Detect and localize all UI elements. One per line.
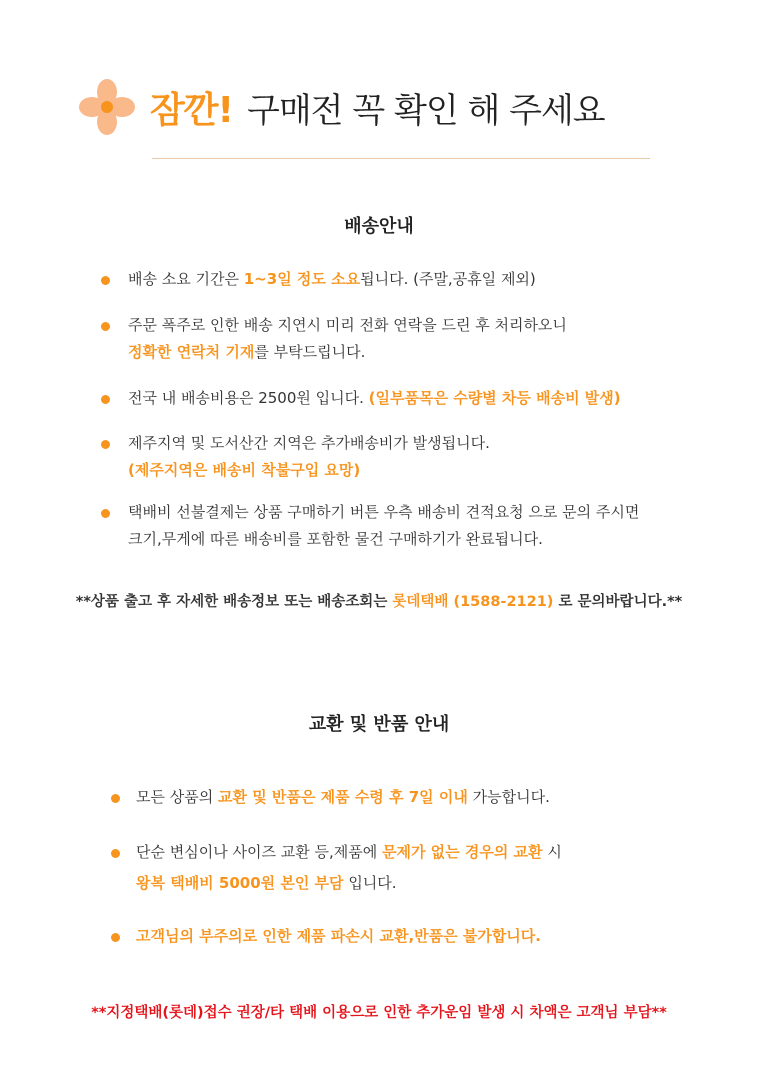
returns-bullet-3: 고객님의 부주의로 인한 제품 파손시 교환,반품은 불가합니다. <box>136 927 541 945</box>
bullet-dot <box>101 322 110 331</box>
header <box>78 78 605 136</box>
shipping-bullet-5: 택배비 선불결제는 상품 구매하기 버튼 우측 배송비 견적요청 으로 문의 주시면 크기,무게에 따른 배송비를 포함한 물건 구매하기가 완료됩니다. <box>128 503 640 548</box>
returns-warning: **지정택배(롯데)접수 권장/타 택배 이용으로 인한 추가운임 발생 시 차액은 고객님 부담** <box>91 1005 667 1021</box>
returns-bullet-1: 모든 상품의 교환 및 반품은 제품 수령 후 7일 이내 가능합니다. <box>136 788 550 806</box>
header-accent: 잠깐! <box>150 89 233 131</box>
bullet-dot <box>101 395 110 404</box>
bullet-dot <box>111 794 120 803</box>
header-divider <box>152 158 650 159</box>
shipping-title: 배송안내 <box>344 216 414 237</box>
returns-title: 교환 및 반품 안내 <box>308 714 450 735</box>
bullet-dot <box>111 849 120 858</box>
shipping-bullet-2: 주문 폭주로 인한 배송 지연시 미리 전화 연락을 드린 후 처리하오니 정확한 연락처 기재를 부탁드립니다. <box>128 316 567 361</box>
shipping-bullet-3: 전국 내 배송비용은 2500원 입니다. (일부품목은 수량별 차등 배송비 발생) <box>128 389 621 407</box>
bullet-dot <box>101 509 110 518</box>
shipping-bullet-1: 배송 소요 기간은 1~3일 정도 소요됩니다. (주말,공휴일 제외) <box>128 270 536 288</box>
flower-icon <box>78 78 136 136</box>
bullet-dot <box>111 933 120 942</box>
bullet-dot <box>101 440 110 449</box>
shipping-bullet-4: 제주지역 및 도서산간 지역은 추가배송비가 발생됩니다. (제주지역은 배송비 착불구입 요망) <box>128 434 490 479</box>
returns-bullet-2: 단순 변심이나 사이즈 교환 등,제품에 문제가 없는 경우의 교환 시 왕복 택배비 5000원 본인 부담 입니다. <box>136 843 562 892</box>
header-title: 구매전 꼭 확인 해 주세요 <box>246 90 605 131</box>
bullet-dot <box>101 276 110 285</box>
shipping-note: **상품 출고 후 자세한 배송정보 또는 배송조회는 롯데택배 (1588-2121) 로 문의바랍니다.** <box>75 594 683 610</box>
